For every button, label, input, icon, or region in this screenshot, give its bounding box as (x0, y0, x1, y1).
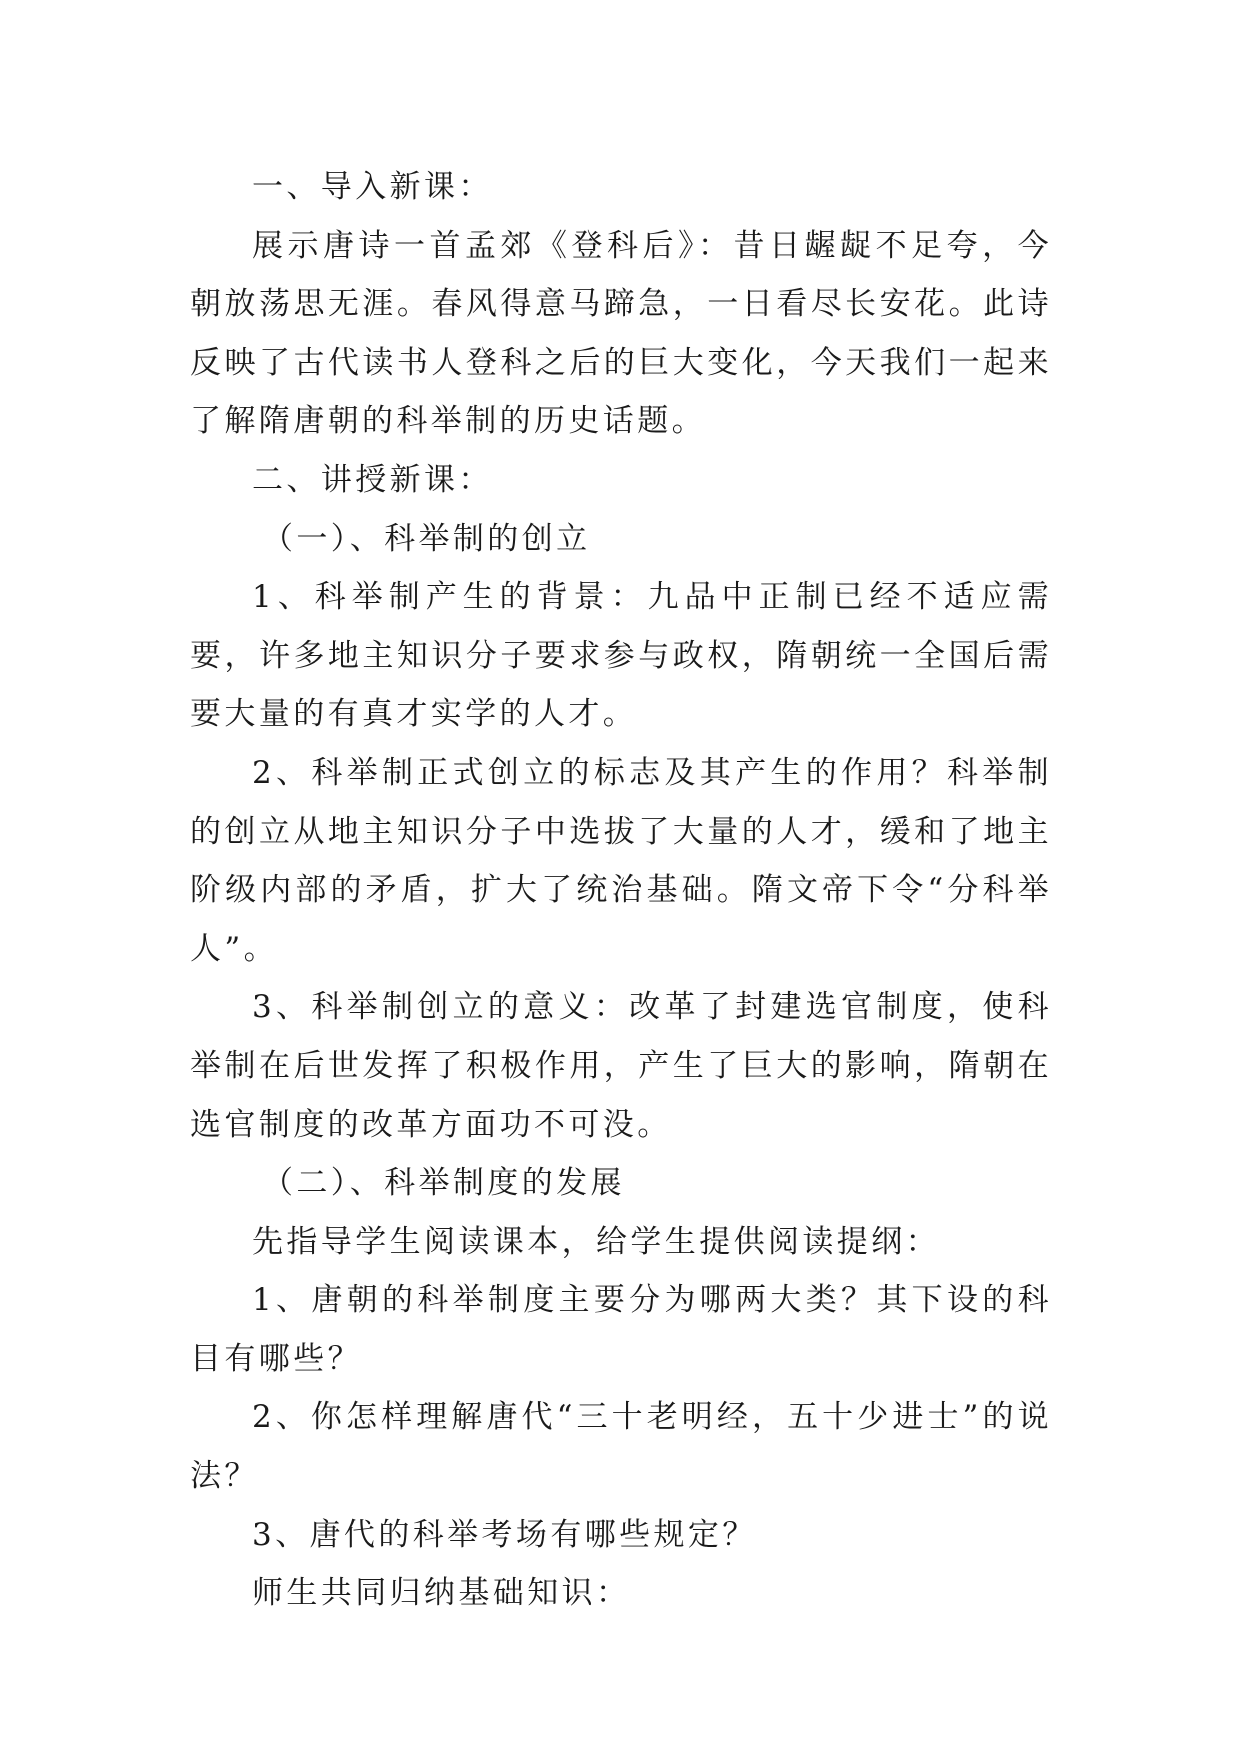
subsection-heading-development: （二）、科举制度的发展 (262, 1165, 625, 1202)
question-3: 3、唐代的科举考场有哪些规定？ (252, 1516, 757, 1553)
paragraph-poem-intro: 展示唐诗一首孟郊《登科后》：昔日龌龊不足夸，今朝放荡思无涯。春风得意马蹄急，一日看尽长安花。此诗反映了古代读书人登科之后的巨大变化，今天我们一起来了解隋唐朝的科举制的历史话题。 (190, 227, 1052, 440)
document-body (190, 158, 1052, 1623)
paragraph-background: 1、科举制产生的背景：九品中正制已经不适应需要，许多地主知识分子要求参与政权，隋朝统一全国后需要大量的有真才实学的人才。 (190, 579, 1052, 733)
question-1: 1、唐朝的科举制度主要分为哪两大类？其下设的科目有哪些？ (190, 1282, 1052, 1377)
question-2: 2、你怎样理解唐代“三十老明经，五十少进士”的说法？ (190, 1399, 1052, 1495)
paragraph-significance: 3、科举制创立的意义：改革了封建选官制度，使科举制在后世发挥了积极作用，产生了巨大的影响，隋朝在选官制度的改革方面功不可没。 (190, 989, 1052, 1143)
section-heading-intro: 一、导入新课： (252, 169, 493, 205)
subsection-heading-creation: （一）、科举制的创立 (262, 520, 591, 557)
section-heading-lecture: 二、讲授新课： (252, 461, 493, 498)
paragraph-summary: 师生共同归纳基础知识： (252, 1575, 631, 1612)
paragraph-reading-guide: 先指导学生阅读课本，给学生提供阅读提纲： (252, 1223, 940, 1260)
paragraph-establishment: 2、科举制正式创立的标志及其产生的作用？科举制的创立从地主知识分子中选拔了大量的人才，缓和了地主阶级内部的矛盾，扩大了统治基础。隋文帝下令“分科举人”。 (190, 754, 1052, 967)
